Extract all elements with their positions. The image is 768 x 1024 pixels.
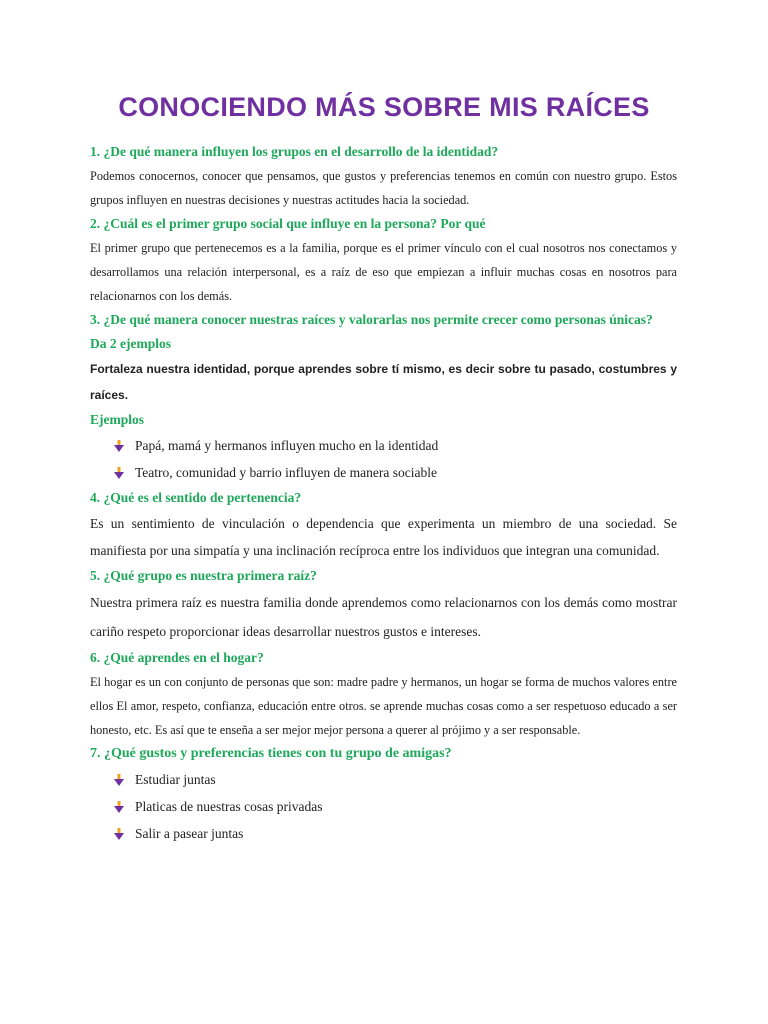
answer-6: El hogar es un con conjunto de personas que son: madre padre y hermanos, un hogar se forma de muchos valores entre ellos El amor, respeto, confianza, educación entre otros. se aprende muchas cosas como a ser respetuoso educado a ser honesto, etc. Es así que te enseña a ser mejor mejor persona a querer al prójimo y a ser responsable.: [90, 675, 677, 737]
list-item-text: Salir a pasear juntas: [135, 826, 244, 841]
list-item-text: Platicas de nuestras cosas privadas: [135, 799, 323, 814]
question-6: 6. ¿Qué aprendes en el hogar?: [90, 650, 264, 665]
page-title: CONOCIENDO MÁS SOBRE MIS RAÍCES: [118, 92, 650, 122]
document-body: [90, 140, 677, 847]
arrow-bullet-icon: [114, 467, 124, 479]
list-item: [90, 793, 677, 820]
question-2: 2. ¿Cuál es el primer grupo social que influye en la persona? Por qué: [90, 216, 486, 231]
question-3-line2: Da 2 ejemplos: [90, 336, 171, 351]
answer-2: El primer grupo que pertenecemos es a la familia, porque es el primer vínculo con el cual nosotros nos conectamos y desarrollamos una relación interpersonal, es a raíz de eso que empiezan a influir muchas cosas en nosotros para relacionarnos con los demás.: [90, 241, 677, 303]
question-4: 4. ¿Qué es el sentido de pertenencia?: [90, 490, 302, 505]
list-item: [90, 432, 677, 459]
list-item: [90, 459, 677, 486]
answer-5: Nuestra primera raíz es nuestra familia donde aprendemos como relacionarnos con los demás como mostrar cariño respeto proporcionar ideas desarrollar nuestros gustos e intereses.: [90, 595, 677, 639]
question-5: 5. ¿Qué grupo es nuestra primera raíz?: [90, 568, 317, 583]
examples-list: [90, 432, 677, 486]
answer-3: Fortaleza nuestra identidad, porque aprendes sobre tí mismo, es decir sobre tu pasado, costumbres y raíces.: [90, 362, 677, 402]
answer-4: Es un sentimiento de vinculación o dependencia que experimenta un miembro de una sociedad. Se manifiesta por una simpatía y una inclinación recíproca entre los individuos que integran una comunidad.: [90, 516, 677, 558]
arrow-bullet-icon: [114, 774, 124, 786]
arrow-bullet-icon: [114, 440, 124, 452]
list-item-text: Papá, mamá y hermanos influyen mucho en la identidad: [135, 438, 439, 453]
answer-1: Podemos conocernos, conocer que pensamos, que gustos y preferencias tenemos en común con nuestro grupo. Estos grupos influyen en nuestras decisiones y nuestras actitudes hacia la sociedad.: [90, 169, 677, 207]
list-item: [90, 766, 677, 793]
list-item-text: Teatro, comunidad y barrio influyen de manera sociable: [135, 465, 437, 480]
question-1: 1. ¿De qué manera influyen los grupos en el desarrollo de la identidad?: [90, 144, 499, 159]
question-3: 3. ¿De qué manera conocer nuestras raíces y valorarlas nos permite crecer como personas únicas?: [90, 312, 653, 327]
examples-heading: Ejemplos: [90, 412, 144, 427]
question-7: 7. ¿Qué gustos y preferencias tienes con tu grupo de amigas?: [90, 746, 452, 761]
list-item: [90, 820, 677, 847]
arrow-bullet-icon: [114, 828, 124, 840]
list-item-text: Estudiar juntas: [135, 772, 216, 787]
preferences-list: [90, 766, 677, 847]
arrow-bullet-icon: [114, 801, 124, 813]
